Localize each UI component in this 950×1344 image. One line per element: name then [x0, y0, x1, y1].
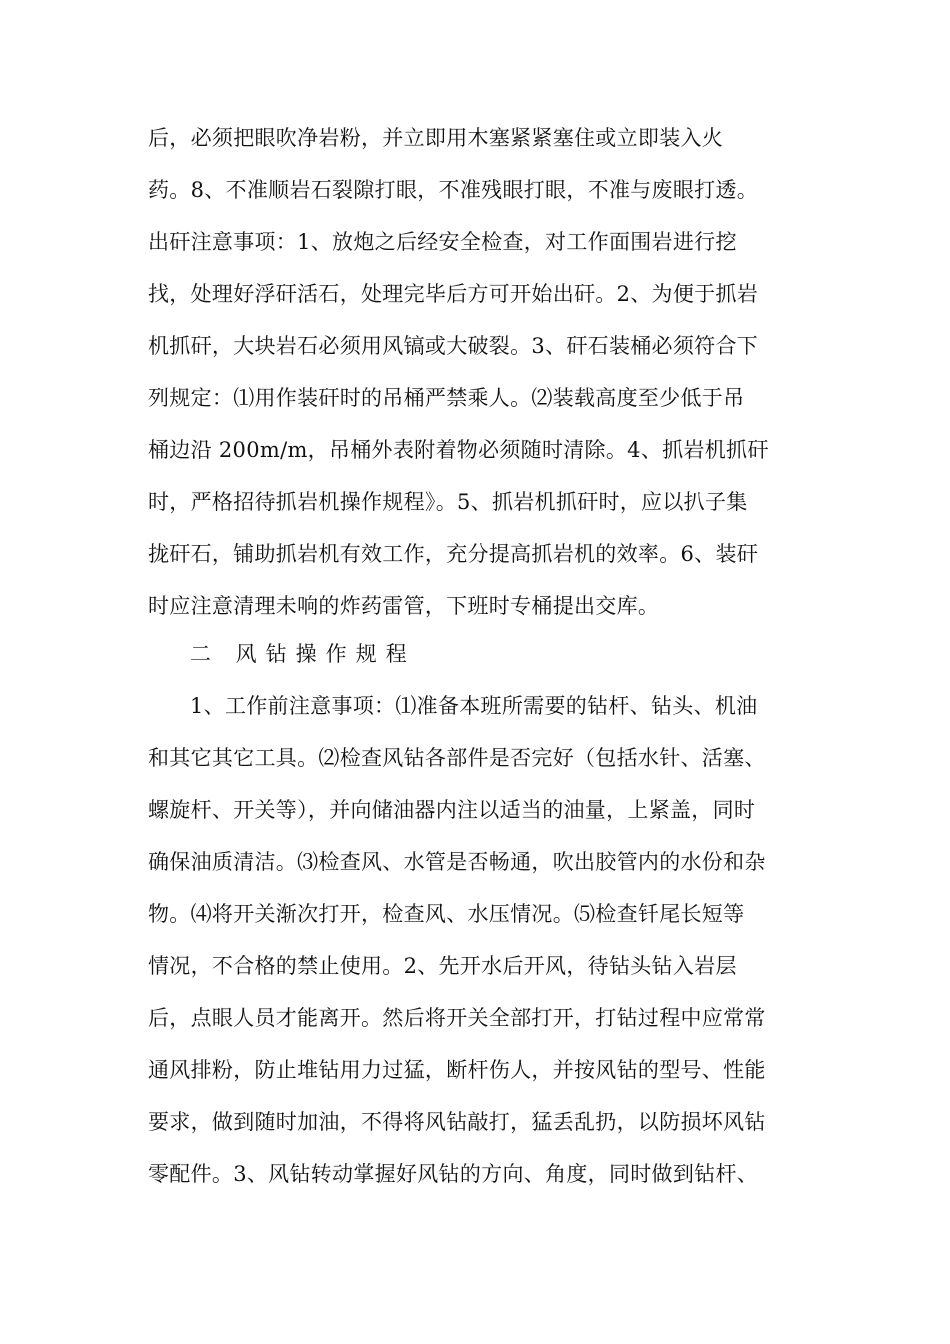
text-line: 拢矸石，铺助抓岩机有效工作，充分提高抓岩机的效率。6、装矸 — [148, 542, 759, 566]
text-line: 时，严格招待抓岩机操作规程》。5、抓岩机抓矸时，应以扒子集 — [148, 490, 748, 514]
text-line: 药。8、不准顺岩石裂隙打眼，不准残眼打眼，不准与废眼打透。 — [148, 178, 759, 202]
text-line: 机抓矸，大块岩石必须用风镐或大破裂。3、矸石装桶必须符合下 — [148, 334, 759, 358]
text-line: 后，点眼人员才能离开。然后将开关全部打开，打钻过程中应常常 — [148, 1006, 766, 1030]
text-line: 物。⑷将开关渐次打开，检查风、水压情况。⑸检查钎尾长短等 — [148, 902, 745, 926]
text-line: 时应注意清理未响的炸药雷管，下班时专桶提出交库。 — [148, 594, 660, 618]
text-line: 后，必须把眼吹净岩粉，并立即用木塞紧紧塞住或立即装入火 — [148, 126, 724, 150]
text-line: 零配件。3、风钻转动掌握好风钻的方向、角度，同时做到钻杆、 — [148, 1162, 759, 1186]
text-line: 要求，做到随时加油，不得将风钻敲打，猛丢乱扔，以防损坏风钻 — [148, 1110, 766, 1134]
section-heading: 二 风钻操作规程 — [190, 642, 416, 666]
text-line: 情况，不合格的禁止使用。2、先开水后开风，待钻头钻入岩层 — [148, 954, 737, 978]
text-line: 确保油质清洁。⑶检查风、水管是否畅通，吹出胶管内的水份和杂 — [148, 850, 766, 874]
text-line: 列规定：⑴用作装矸时的吊桶严禁乘人。⑵装载高度至少低于吊 — [148, 386, 745, 410]
text-line: 1、工作前注意事项：⑴准备本班所需要的钻杆、钻头、机油 — [190, 694, 758, 718]
text-line: 桶边沿 200m/m，吊桶外表附着物必须随时清除。4、抓岩机抓矸 — [148, 438, 769, 462]
text-line: 和其它其它工具。⑵检查风钻各部件是否完好（包括水针、活塞、 — [148, 746, 766, 770]
text-line: 通风排粉，防止堆钻用力过猛，断杆伤人，并按风钻的型号、性能 — [148, 1058, 766, 1082]
text-line: 螺旋杆、开关等），并向储油器内注以适当的油量，上紧盖，同时 — [148, 798, 756, 822]
text-line: 找，处理好浮矸活石，处理完毕后方可开始出矸。2、为便于抓岩 — [148, 282, 759, 306]
text-line: 出矸注意事项：1、放炮之后经安全检查，对工作面围岩进行挖 — [148, 230, 737, 254]
